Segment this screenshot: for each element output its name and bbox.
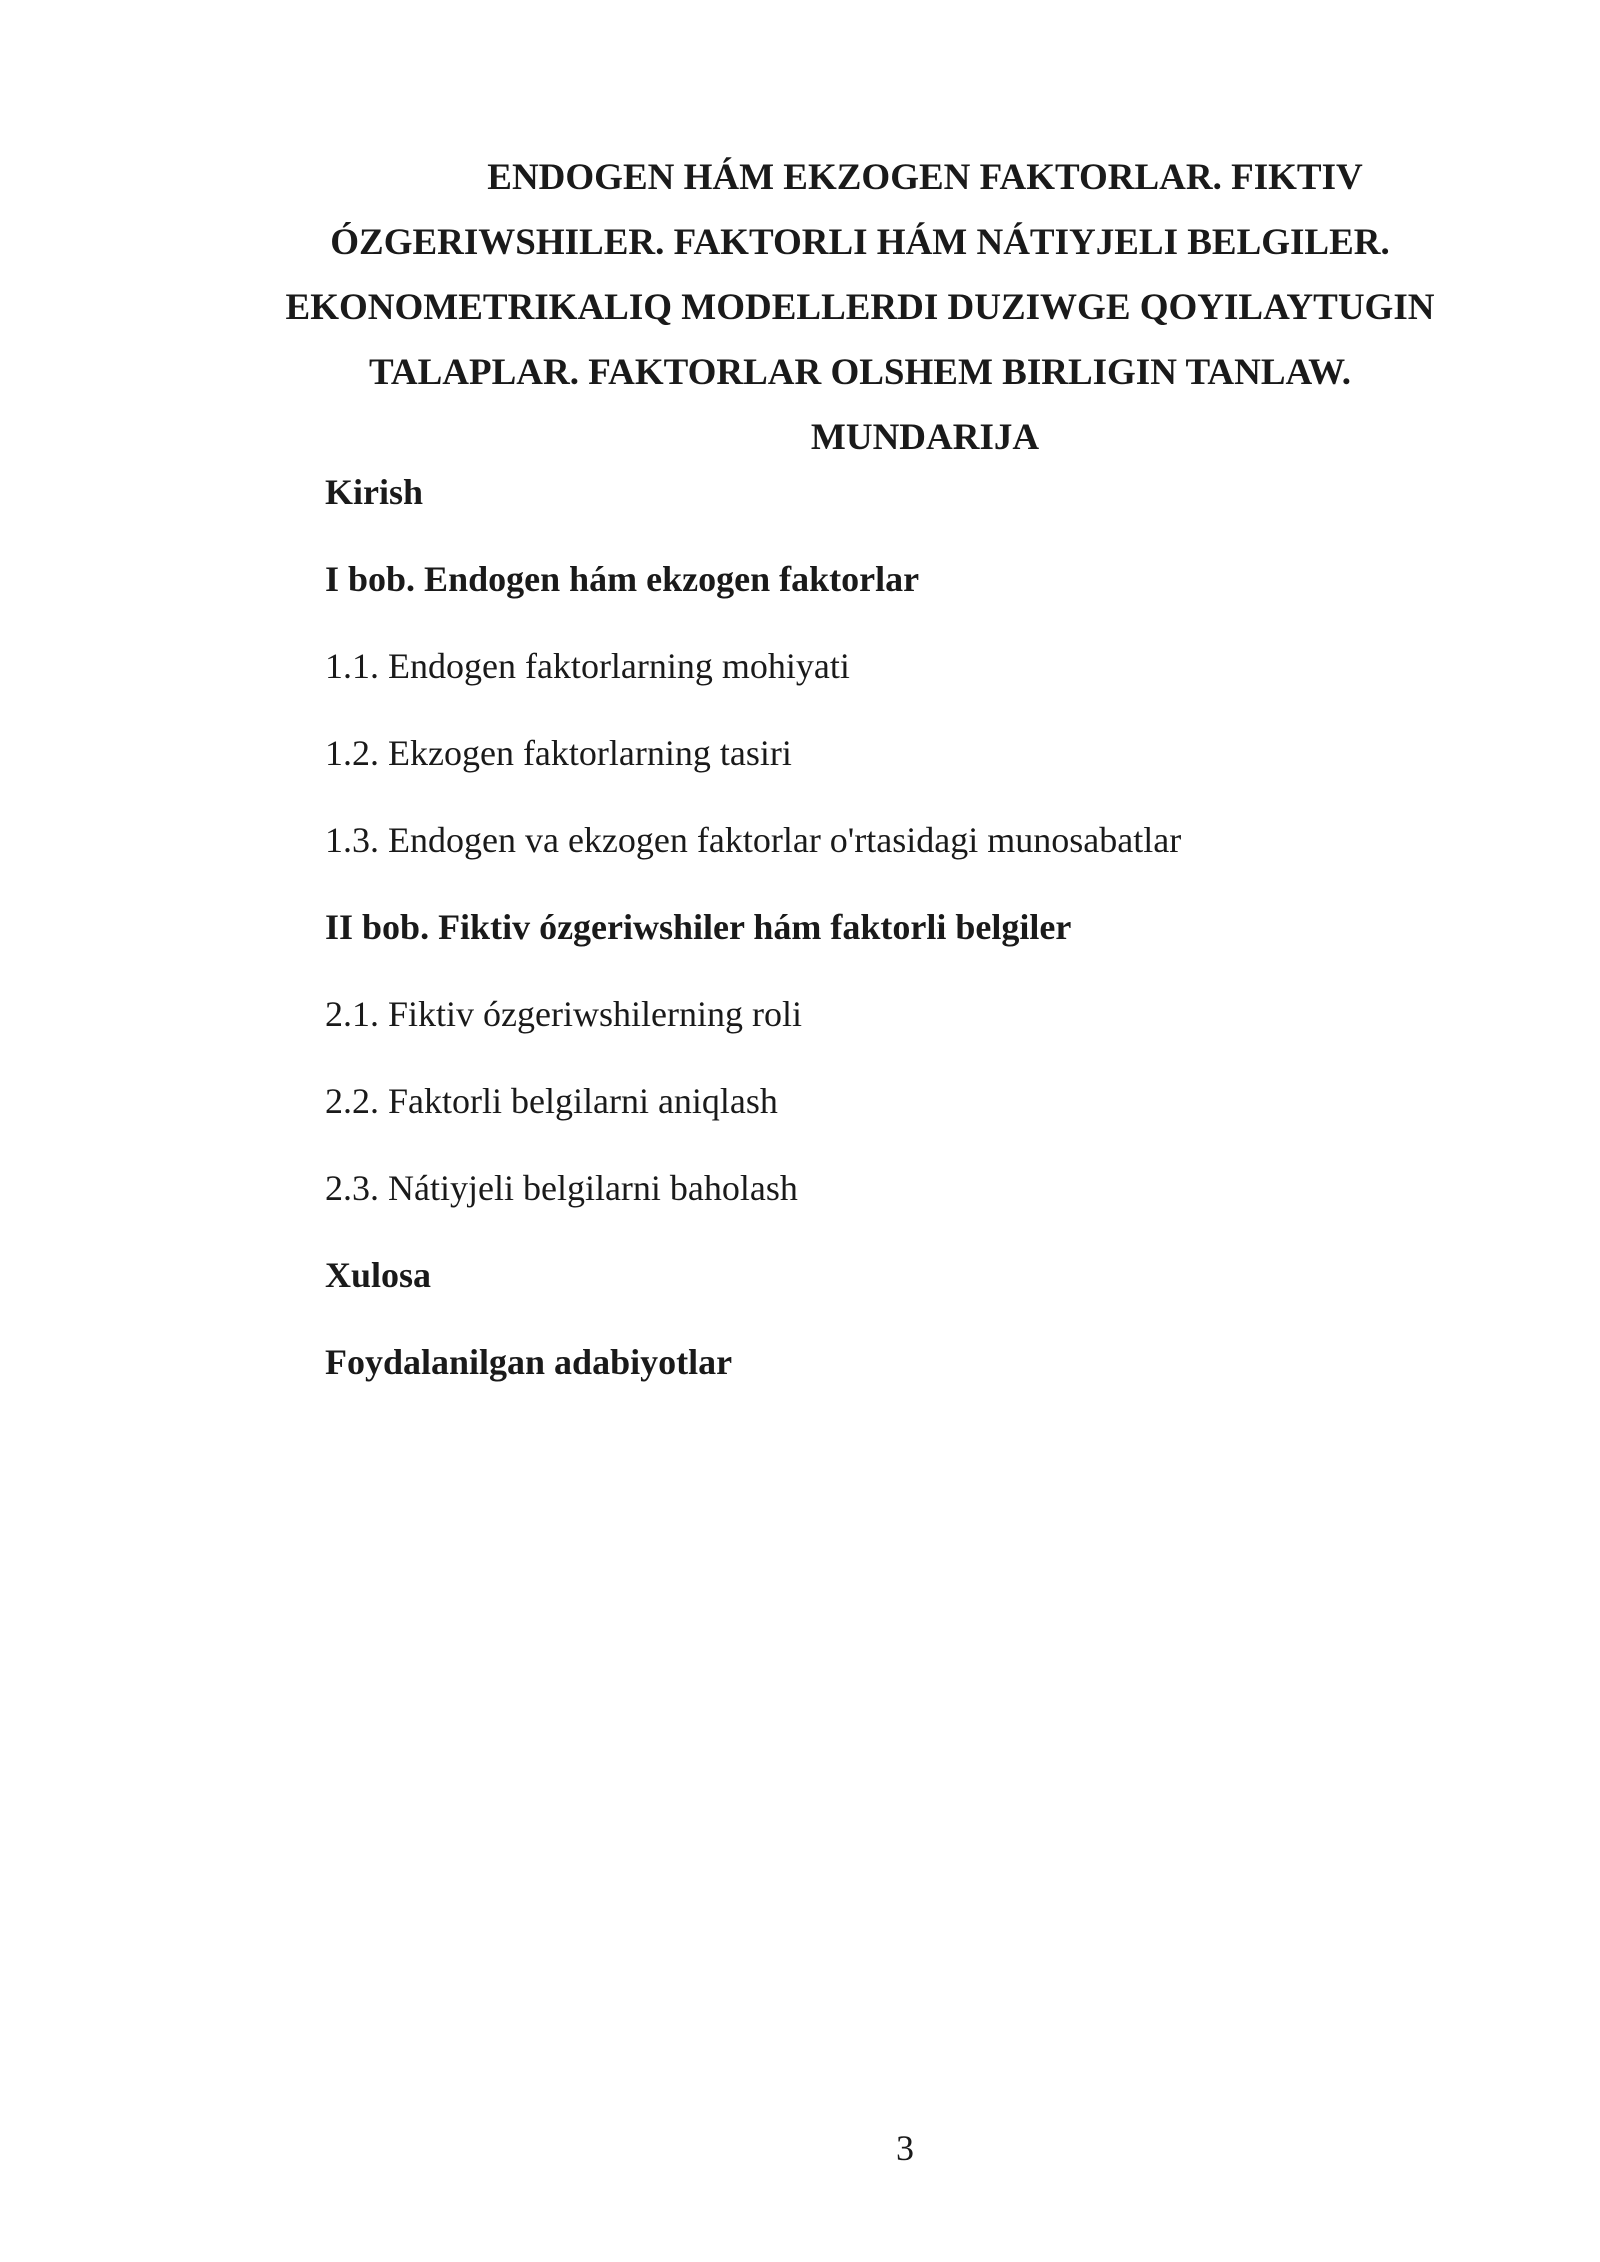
toc-item-section-2-1: 2.1. Fiktiv ózgeriwshilerning roli <box>325 994 802 1034</box>
toc-item-section-1-1: 1.1. Endogen faktorlarning mohiyati <box>325 646 850 686</box>
title-line-3: EKONOMETRIKALIQ MODELLERDI DUZIWGE QOYILAYTUGIN <box>285 287 1435 328</box>
document-title <box>250 145 1470 470</box>
title-line-2: ÓZGERIWSHILER. FAKTORLI HÁM NÁTIYJELI BELGILER. <box>330 222 1390 263</box>
toc-item-chapter-1: I bob. Endogen hám ekzogen faktorlar <box>325 559 920 599</box>
toc-item-references: Foydalanilgan adabiyotlar <box>325 1342 733 1382</box>
toc-item-chapter-2: II bob. Fiktiv ózgeriwshiler hám faktorli belgiler <box>325 907 1072 947</box>
toc-item-section-1-3: 1.3. Endogen va ekzogen faktorlar o'rtasidagi munosabatlar <box>325 820 1182 860</box>
toc-item-section-1-2: 1.2. Ekzogen faktorlarning tasiri <box>325 733 792 773</box>
toc-item-section-2-2: 2.2. Faktorli belgilarni aniqlash <box>325 1081 778 1121</box>
title-line-4: TALAPLAR. FAKTORLAR OLSHEM BIRLIGIN TANLAW. <box>368 352 1352 393</box>
toc-item-conclusion: Xulosa <box>325 1255 432 1295</box>
title-line-1: ENDOGEN HÁM EKZOGEN FAKTORLAR. FIKTIV <box>487 157 1363 198</box>
page-number: 3 <box>896 2128 914 2168</box>
contents-heading: MUNDARIJA <box>810 417 1040 458</box>
toc-item-introduction: Kirish <box>325 472 424 512</box>
toc-item-section-2-3: 2.3. Nátiyjeli belgilarni baholash <box>325 1168 798 1208</box>
